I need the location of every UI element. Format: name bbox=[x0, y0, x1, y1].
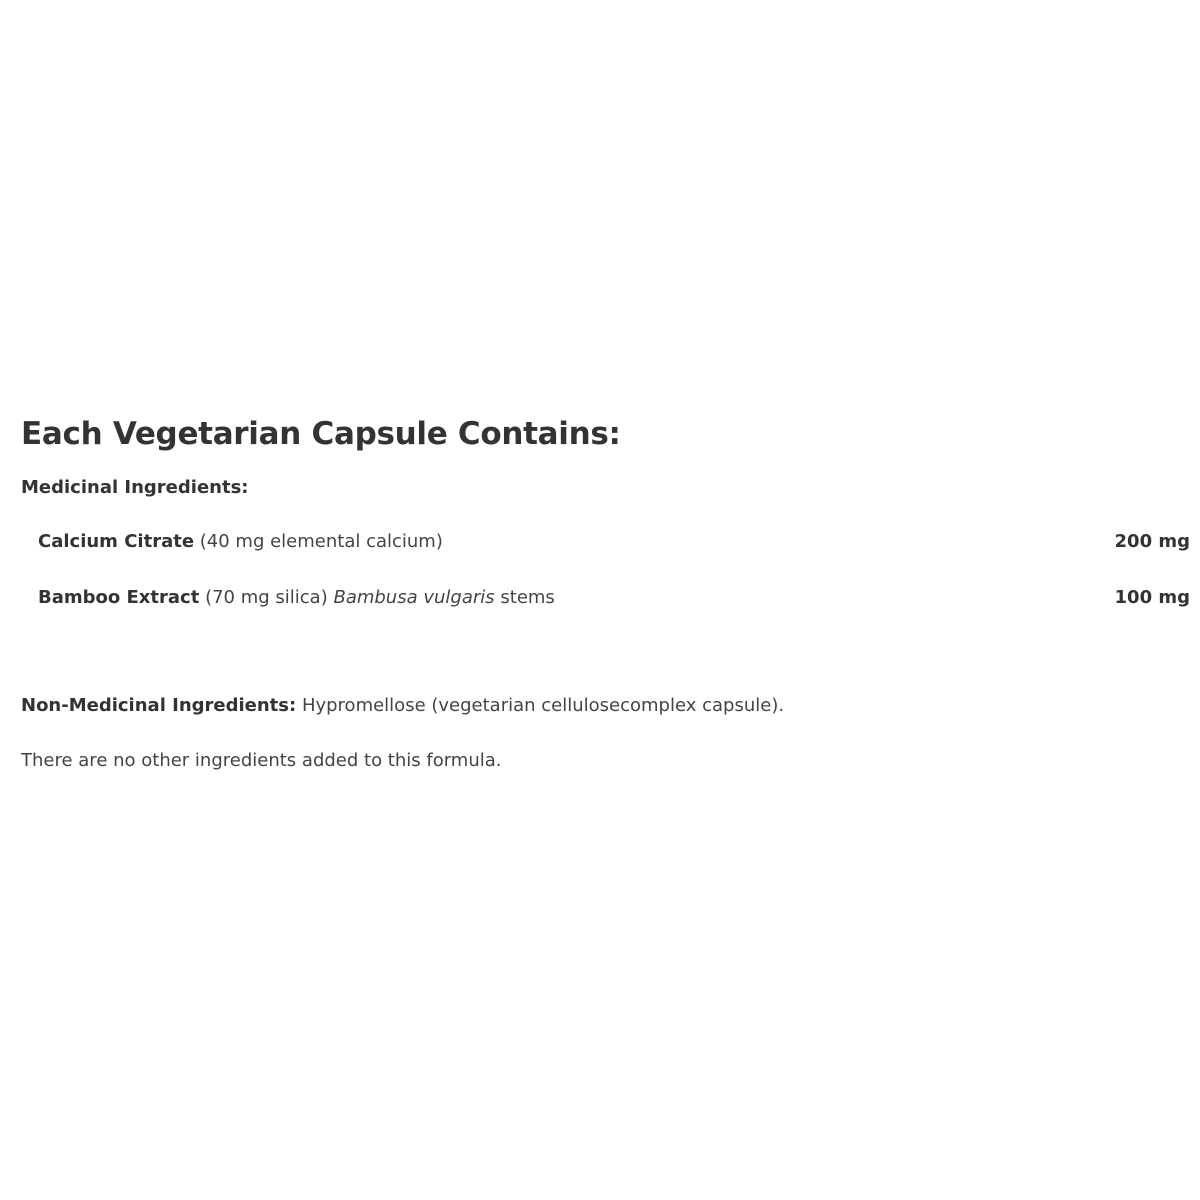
ingredients-list bbox=[21, 528, 1190, 640]
ingredient-amount: 100 mg bbox=[1114, 587, 1190, 608]
formula-note: There are no other ingredients added to this formula. bbox=[21, 750, 502, 771]
ingredient-row bbox=[21, 528, 1190, 584]
supplement-facts-panel bbox=[21, 410, 1190, 775]
ingredient-description bbox=[38, 528, 443, 556]
ingredient-row bbox=[21, 584, 1190, 640]
non-medicinal-text: Hypromellose (vegetarian cellulosecomplex capsule). bbox=[301, 695, 785, 716]
medicinal-ingredients-label: Medicinal Ingredients: bbox=[21, 477, 249, 498]
ingredient-description bbox=[38, 584, 555, 612]
non-medicinal-ingredients bbox=[21, 692, 1190, 720]
ingredient-detail: (70 mg silica) bbox=[205, 587, 328, 608]
non-medicinal-label: Non-Medicinal Ingredients: bbox=[21, 695, 297, 716]
ingredient-part: stems bbox=[500, 587, 555, 608]
page-title: Each Vegetarian Capsule Contains: bbox=[21, 416, 621, 452]
ingredient-name: Calcium Citrate bbox=[38, 531, 195, 552]
ingredient-name: Bamboo Extract bbox=[38, 587, 200, 608]
ingredient-amount: 200 mg bbox=[1114, 531, 1190, 552]
ingredient-latin-name: Bambusa vulgaris bbox=[333, 587, 495, 608]
ingredient-detail: (40 mg elemental calcium) bbox=[199, 531, 443, 552]
